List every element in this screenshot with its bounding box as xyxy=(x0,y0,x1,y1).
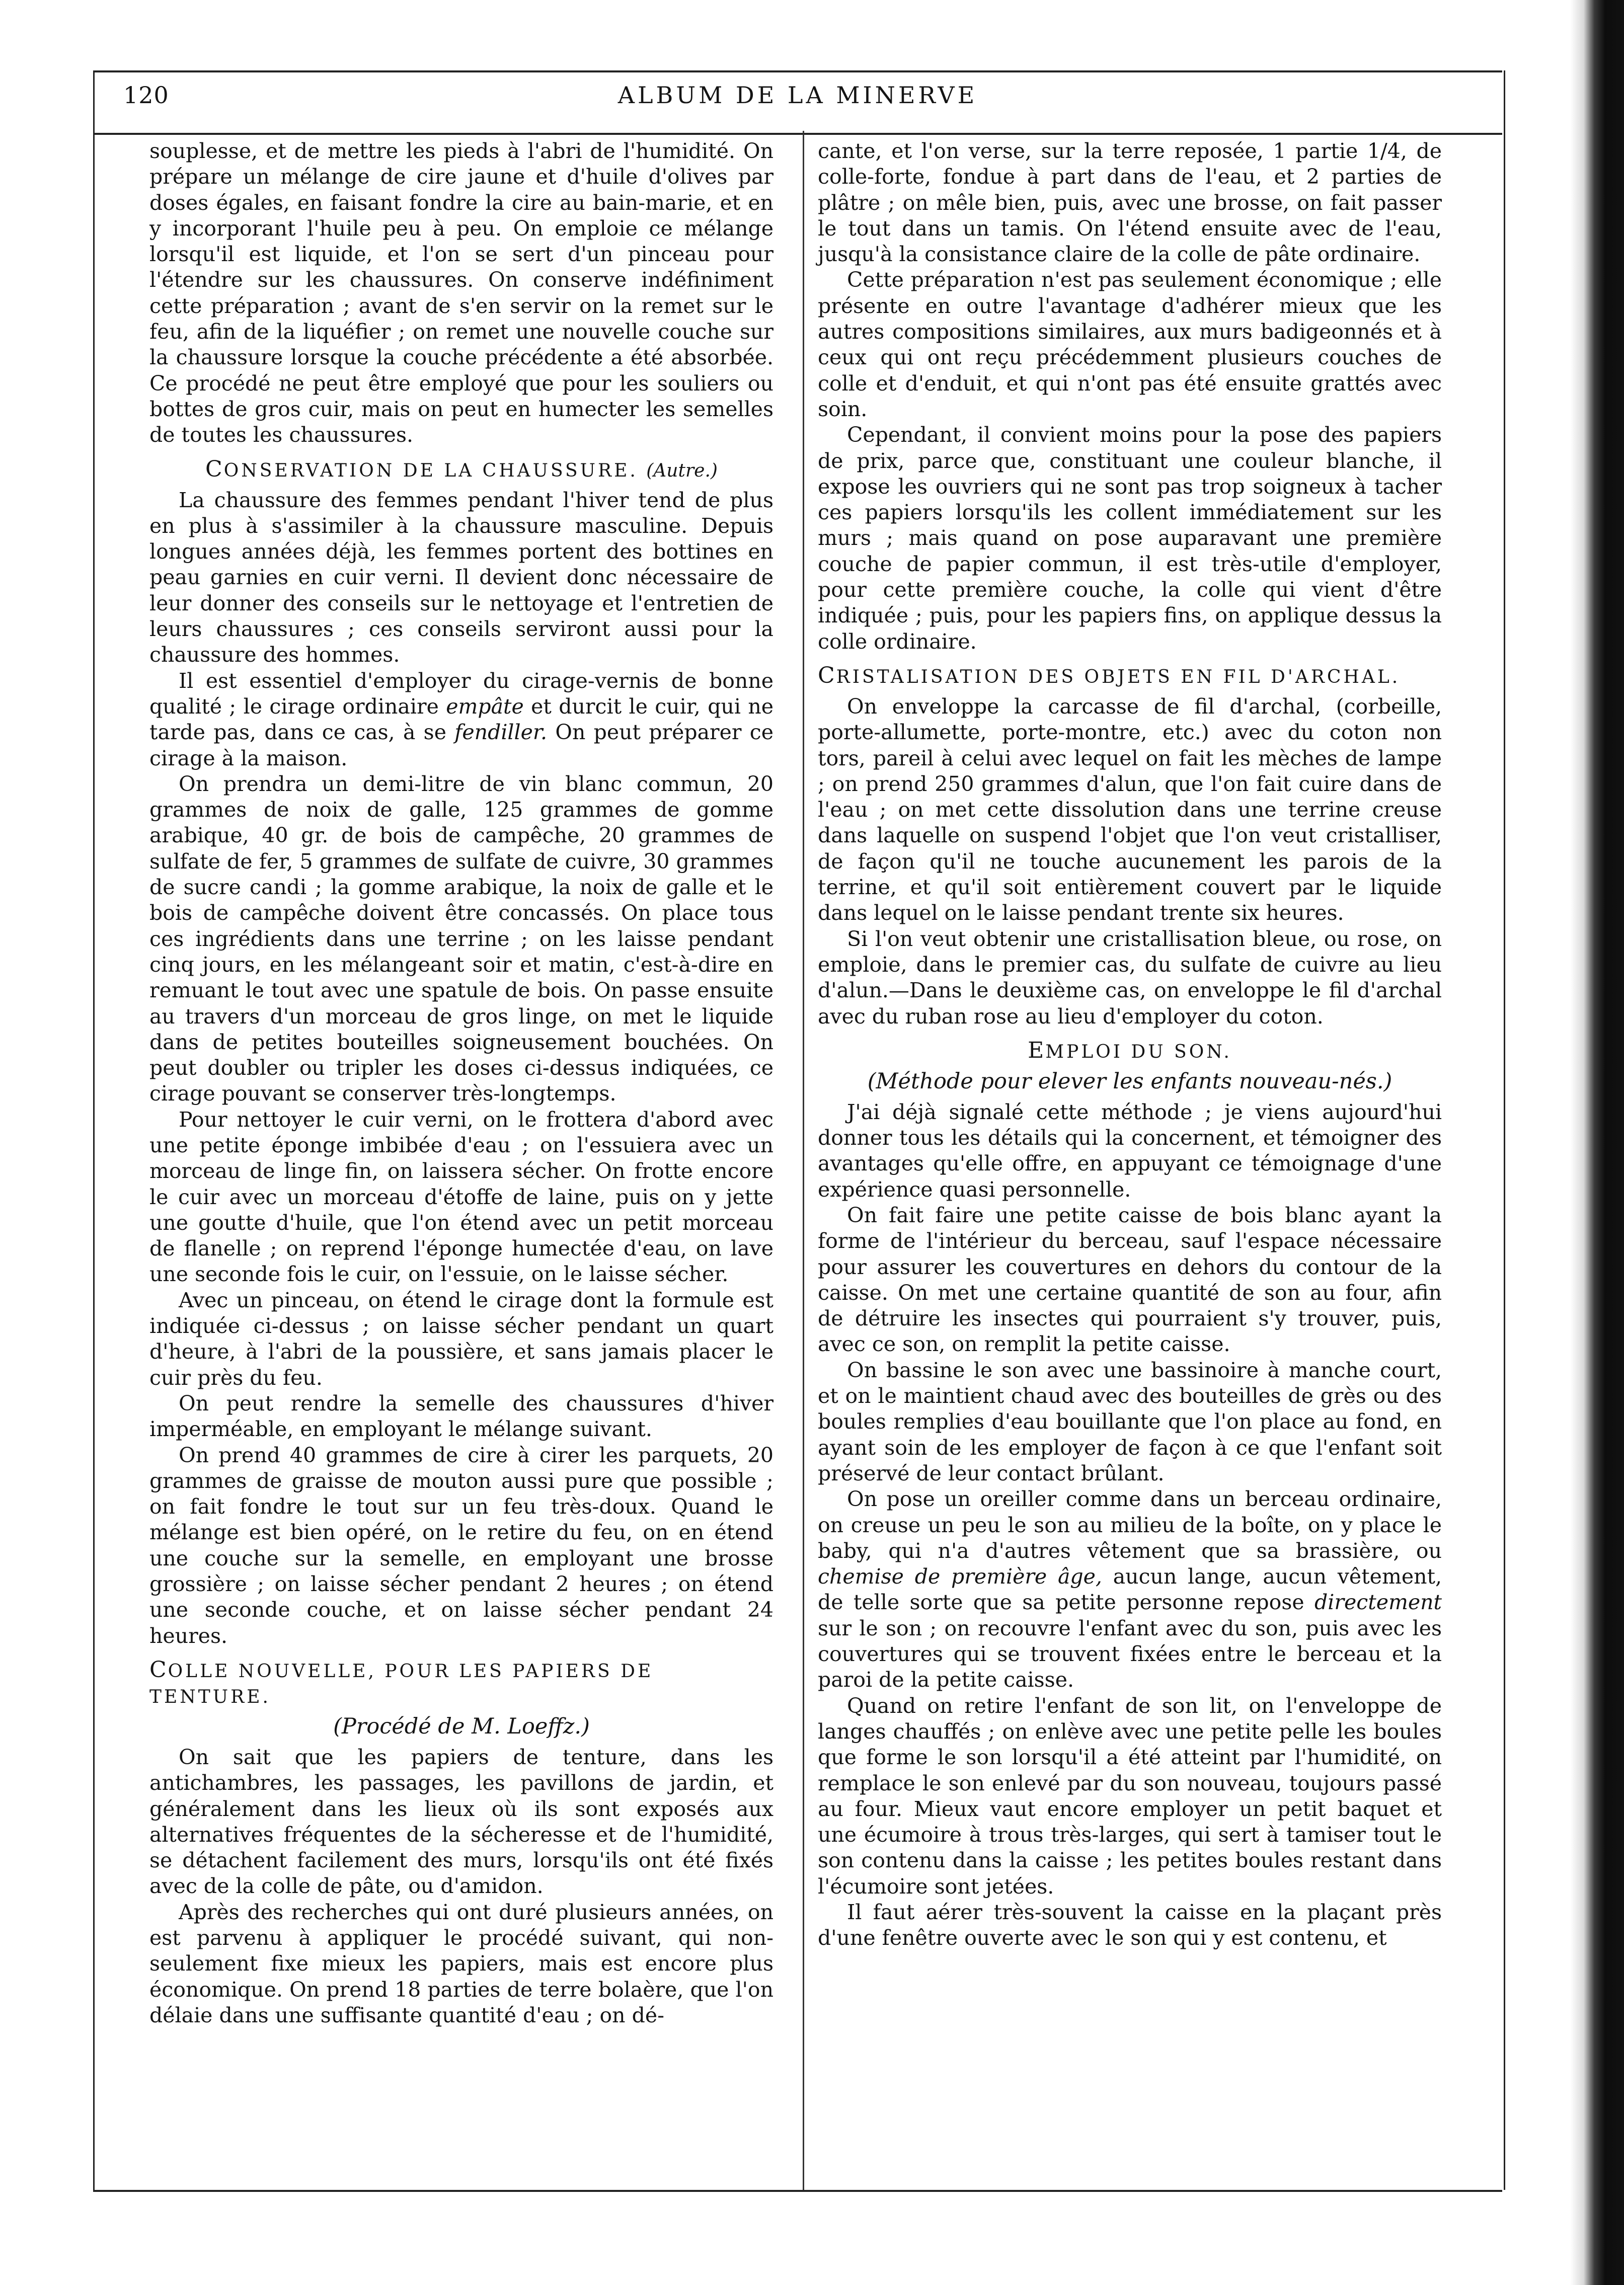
column-divider xyxy=(803,131,804,2190)
bottom-rule xyxy=(93,2190,1502,2192)
section-heading-emploi: EMPLOI DU SON. xyxy=(1028,1037,1232,1063)
running-title: ALBUM DE LA MINERVE xyxy=(617,82,978,109)
paragraph: On enveloppe la carcasse de fil d'archal, (corbeille, porte-allumette, porte-montre, etc.) avec du coton non tors, pareil à celui avec lequel on fait les mèches de lampe ; on prend 250 grammes d'alun, que l'on fait cuire dans de l'eau ; on met cette dissolution dans une terrine creuse dans laquelle on suspend l'objet que l'on veut cristalliser, de façon qu'il ne touche aucunement les parois de la terrine, et qu'il soit entièrement couvert par le liquide dans lequel on le laisse pendant trente six heures. xyxy=(818,694,1442,925)
paragraph: souplesse, et de mettre les pieds à l'abri de l'humidité. On prépare un mélange de cire jaune et d'huile d'olives par doses égales, en faisant fondre la cire au bain-marie, et en y incorporant l'huile peu à peu. On emploie ce mélange lorsqu'il est liquide, et l'on se sert d'un pinceau pour l'étendre sur les chaussures. On conserve indéfiniment cette préparation ; avant de s'en servir on la remet sur le feu, afin de la liquéfier ; on remet une nouvelle couche sur la chaussure lorsque la couche précédente a été absorbée. Ce procédé ne peut être employé que pour les souliers ou bottes de gros cuir, mais on peut en humecter les semelles de toutes les chaussures. xyxy=(149,139,774,447)
right-column xyxy=(818,138,1442,1951)
section-subtitle: (Procédé de M. Loeffz.) xyxy=(333,1713,590,1739)
page-number: 120 xyxy=(123,82,169,109)
paragraph: Il faut aérer très-souvent la caisse en la plaçant près d'une fenêtre ouverte avec le son qui y est contenu, et xyxy=(818,1900,1442,1950)
left-column xyxy=(149,138,774,2028)
binding-shadow xyxy=(1570,0,1624,2285)
paragraph: Après des recherches qui ont duré plusieurs années, on est parvenu à appliquer le procédé suivant, qui non-seulement fixe mieux les papiers, mais est encore plus économique. On prend 18 parties de terre bolaère, que l'on délaie dans une suffisante quantité d'eau ; on dé- xyxy=(149,1900,774,2027)
paragraph: On prend 40 grammes de cire à cirer les parquets, 20 grammes de graisse de mouton aussi pure que possible ; on fait fondre le tout sur un feu très-doux. Quand le mélange est bien opéré, on le retire du feu, on en étend une couche sur la semelle, en employant une brosse grossière ; on laisse sécher pendant 2 heures ; on étend une seconde couche, et on laisse sécher pendant 24 heures. xyxy=(149,1443,774,1648)
section-heading-colle: COLLE NOUVELLE, POUR LES PAPIERS DE TENTURE. xyxy=(149,1657,654,1707)
paragraph: On pose un oreiller comme dans un berceau ordinaire, on creuse un peu le son au milieu de la boîte, on y place le baby, qui n'a d'autres vêtement que sa brassière, ou chemise de première âge, aucun lange, aucun vêtement, de telle sorte que sa petite personne repose directement sur le son ; on recouvre l'enfant avec du son, puis avec les couvertures qui se trouvent fixées entre le berceau et la paroi de la petite caisse. xyxy=(818,1487,1442,1692)
section-heading-cristalisation: CRISTALISATION DES OBJETS EN FIL D'ARCHAL. xyxy=(818,662,1401,688)
paragraph: On prendra un demi-litre de vin blanc commun, 20 grammes de noix de galle, 125 grammes de gomme arabique, 40 gr. de bois de campêche, 20 grammes de sulfate de fer, 5 grammes de sulfate de cuivre, 30 grammes de sucre candi ; la gomme arabique, la noix de galle et le bois de campêche doivent être concassés. On place tous ces ingrédients dans une terrine ; on les laisse pendant cinq jours, en les mélangeant soir et matin, c'est-à-dire en remuant le tout avec une spatule de bois. On passe ensuite au travers d'un morceau de gros linge, on met le liquide dans de petites bouteilles soigneusement bouchées. On peut doubler ou tripler les doses ci-dessus indiquées, ce cirage pouvant se conserver très-longtemps. xyxy=(149,771,774,1106)
paragraph: Il est essentiel d'employer du cirage-vernis de bonne qualité ; le cirage ordinaire empâte et durcit le cuir, qui ne tarde pas, dans ce cas, à se fendiller. On peut préparer ce cirage à la maison. xyxy=(149,668,774,770)
paragraph: Cette préparation n'est pas seulement économique ; elle présente en outre l'avantage d'adhérer mieux que les autres compositions similaires, aux murs badigeonnés et à ceux qui ont reçu précédemment plusieurs couches de colle et d'enduit, et qui n'ont pas été ensuite grattés avec soin. xyxy=(818,268,1442,421)
section-subtitle: (Méthode pour elever les enfants nouveau-nés.) xyxy=(867,1068,1393,1094)
paragraph: Cependant, il convient moins pour la pose des papiers de prix, parce que, constituant une couleur blanche, il expose les ouvriers qui ne sont pas trop soigneux à tacher ces papiers lorsqu'ils les collent immédiatement sur les murs ; mais quand on pose auparavant une première couche de papier commun, il est très-utile d'employer, pour cette première couche, la colle qui vient d'être indiquée ; puis, pour les papiers fins, on applique dessus la colle ordinaire. xyxy=(818,423,1442,654)
paragraph: cante, et l'on verse, sur la terre reposée, 1 partie 1/4, de colle-forte, fondue à part dans de l'eau, et 2 parties de plâtre ; on mêle bien, puis, avec une brosse, on fait passer le tout dans un tamis. On l'étend ensuite avec de l'eau, jusqu'à la consistance claire de la colle de pâte ordinaire. xyxy=(818,139,1442,267)
section-heading-conservation: CONSERVATION DE LA CHAUSSURE. (Autre.) xyxy=(205,456,718,482)
paragraph: Quand on retire l'enfant de son lit, on l'enveloppe de langes chauffés ; on enlève avec une petite pelle les boules que forme le son lorsqu'il a été atteint par l'humidité, on remplace le son enlevé par du son nouveau, toujours passé au four. Mieux vaut encore employer un petit baquet et une écumoire à trous très-larges, qui sert à tamiser tout le son contenu dans la caisse ; les petites boules restant dans l'écumoire sont jetées. xyxy=(818,1693,1442,1899)
paragraph: Si l'on veut obtenir une cristallisation bleue, ou rose, on emploie, dans le premier cas, du sulfate de cuivre au lieu d'alun.—Dans le deuxième cas, on enveloppe le fil d'archal avec du ruban rose au lieu d'employer du coton. xyxy=(818,926,1442,1029)
paragraph: La chaussure des femmes pendant l'hiver tend de plus en plus à s'assimiler à la chaussure masculine. Depuis longues années déjà, les femmes portent des bottines en peau garnies en cuir verni. Il devient donc nécessaire de leur donner des conseils sur le nettoyage et l'entretien de leurs chaussures ; ces conseils serviront aussi pour la chaussure des hommes. xyxy=(149,488,774,667)
page-header xyxy=(93,70,1502,135)
paragraph: Pour nettoyer le cuir verni, on le frottera d'abord avec une petite éponge imbibée d'eau ; on l'essuiera avec un morceau de linge fin, on laissera sécher. On frotte encore le cuir avec un morceau d'étoffe de laine, puis on y jette une goutte d'huile, que l'on étend avec un petit morceau de flanelle ; on reprend l'éponge humectée d'eau, on lave une seconde fois le cuir, on l'essuie, on le laisse sécher. xyxy=(149,1107,774,1287)
paragraph: On peut rendre la semelle des chaussures d'hiver imperméable, en employant le mélange suivant. xyxy=(149,1391,774,1442)
paragraph: On sait que les papiers de tenture, dans les antichambres, les passages, les pavillons de jardin, et généralement dans les lieux où ils sont exposés aux alternatives fréquentes de la sécheresse et de l'humidité, se détachent facilement des murs, lorsqu'ils ont été fixés avec de la colle de pâte, ou d'amidon. xyxy=(149,1745,774,1899)
paragraph: On fait faire une petite caisse de bois blanc ayant la forme de l'intérieur du berceau, sauf l'espace nécessaire pour assurer les couvertures en dehors du contour de la caisse. On met une certaine quantité de son au four, afin de détruire les insectes qui pourraient s'y trouver, puis, avec ce son, on remplit la petite caisse. xyxy=(818,1203,1442,1357)
paragraph: On bassine le son avec une bassinoire à manche court, et on le maintient chaud avec des bouteilles de grès ou des boules remplies d'eau bouillante que l'on place au fond, en ayant soin de les employer de façon à ce que l'enfant soit préservé de leur contact brûlant. xyxy=(818,1358,1442,1485)
paragraph: Avec un pinceau, on étend le cirage dont la formule est indiquée ci-dessus ; on laisse sécher pendant un quart d'heure, à l'abri de la poussière, et sans jamais placer le cuir près du feu. xyxy=(149,1288,774,1390)
paragraph: J'ai déjà signalé cette méthode ; je viens aujourd'hui donner tous les détails qui la concernent, et témoigner des avantages qu'elle offre, en appuyant ce témoignage d'une expérience quasi personnelle. xyxy=(818,1099,1442,1202)
